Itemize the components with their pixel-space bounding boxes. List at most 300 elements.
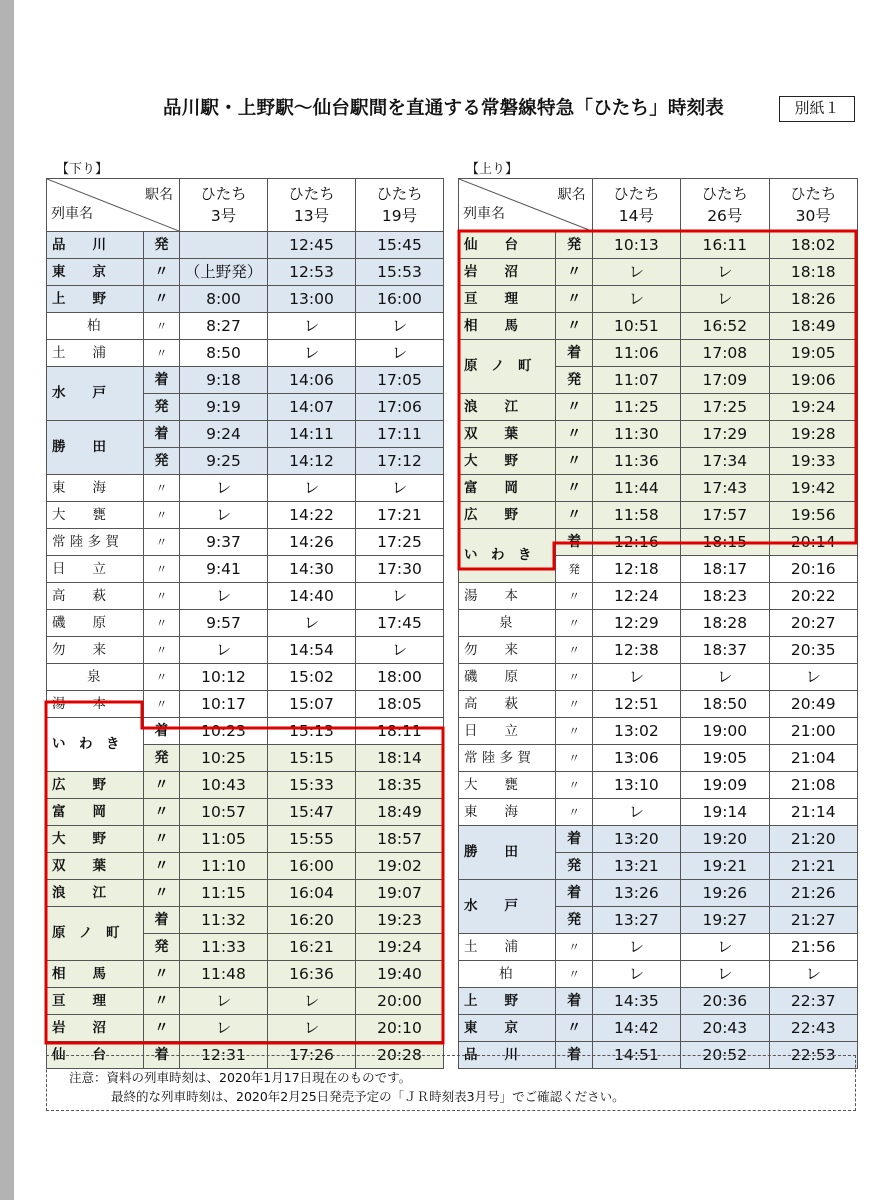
station-name	[47, 475, 144, 502]
station-name	[47, 286, 144, 313]
timetable-row	[47, 718, 444, 745]
time-cell: レ	[681, 961, 769, 988]
station-name-text: 常 陸 多 賀	[464, 749, 531, 766]
time-cell: レ	[681, 934, 769, 961]
time-cell: 18:18	[769, 259, 857, 286]
arrive-depart-mark: 〃	[144, 610, 180, 637]
timetable-row	[459, 1015, 858, 1042]
time-cell: （上野発）	[180, 259, 268, 286]
arrive-depart-mark: 〃	[144, 880, 180, 907]
arrive-depart-mark: 〃	[144, 340, 180, 367]
train-header	[681, 179, 769, 232]
arrive-depart-mark: 〃	[556, 799, 592, 826]
time-cell: 14:22	[268, 502, 356, 529]
timetable-row	[459, 988, 858, 1015]
time-cell: 16:11	[681, 232, 769, 259]
time-cell: 13:26	[592, 880, 680, 907]
timetable-row	[459, 880, 858, 907]
time-cell: 17:34	[681, 448, 769, 475]
station-name-text: 大 野	[464, 452, 518, 469]
page-margin-bar	[0, 0, 14, 1200]
arrive-depart-mark: 〃	[556, 448, 592, 475]
timetable-row	[459, 610, 858, 637]
time-cell: 11:10	[180, 853, 268, 880]
time-cell: 22:53	[769, 1042, 857, 1069]
station-name	[459, 286, 556, 313]
time-cell: 15:45	[356, 232, 444, 259]
train-number: 14号	[618, 207, 654, 225]
timetable-row	[459, 718, 858, 745]
time-cell: 18:00	[356, 664, 444, 691]
time-cell: 13:02	[592, 718, 680, 745]
arrive-depart-mark: 〃	[144, 826, 180, 853]
station-name	[459, 529, 556, 583]
arrive-depart-mark: 着	[556, 1042, 592, 1069]
time-cell: レ	[180, 637, 268, 664]
station-name	[47, 529, 144, 556]
time-cell: 14:54	[268, 637, 356, 664]
station-name	[47, 367, 144, 421]
time-cell: 19:20	[681, 826, 769, 853]
time-cell: 11:36	[592, 448, 680, 475]
time-cell: 15:13	[268, 718, 356, 745]
time-cell: 17:30	[356, 556, 444, 583]
time-cell: 19:56	[769, 502, 857, 529]
station-name	[459, 637, 556, 664]
station-name	[459, 988, 556, 1015]
time-cell: 17:25	[356, 529, 444, 556]
time-cell: 22:43	[769, 1015, 857, 1042]
station-name-text: 東 海	[52, 479, 106, 496]
header-station-label: 駅名	[557, 187, 586, 203]
time-cell: 20:27	[769, 610, 857, 637]
arrive-depart-mark: 〃	[556, 1015, 592, 1042]
arrive-depart-mark: 〃	[556, 583, 592, 610]
train-name: ひたち	[613, 185, 660, 203]
time-cell: 8:50	[180, 340, 268, 367]
time-cell: レ	[356, 313, 444, 340]
page-title: 品川駅・上野駅～仙台駅間を直通する常磐線特急「ひたち」時刻表	[163, 98, 725, 119]
time-cell: レ	[180, 583, 268, 610]
station-name-text: 岩 沼	[52, 1019, 106, 1036]
time-cell: 18:23	[681, 583, 769, 610]
station-name-text: 大 甕	[52, 506, 106, 523]
time-cell: 20:28	[356, 1042, 444, 1069]
arrive-depart-mark: 〃	[144, 799, 180, 826]
time-cell: 15:02	[268, 664, 356, 691]
time-cell: 12:24	[592, 583, 680, 610]
time-cell: レ	[356, 637, 444, 664]
time-cell: レ	[356, 583, 444, 610]
station-name	[459, 421, 556, 448]
timetable-row	[47, 691, 444, 718]
arrive-depart-mark: 〃	[144, 556, 180, 583]
time-cell: レ	[268, 340, 356, 367]
time-cell: 11:44	[592, 475, 680, 502]
time-cell: レ	[268, 988, 356, 1015]
arrive-depart-mark: 着	[556, 340, 592, 367]
arrive-depart-mark: 発	[144, 745, 180, 772]
time-cell: 12:29	[592, 610, 680, 637]
notice-line-1: 注意：資料の列車時刻は、2020年1月17日現在のものです。	[69, 1070, 412, 1085]
time-cell: 14:11	[268, 421, 356, 448]
station-name	[47, 664, 144, 691]
header-train-label: 列車名	[463, 206, 505, 222]
arrive-depart-mark: 発	[556, 853, 592, 880]
time-cell: 10:51	[592, 313, 680, 340]
time-cell: 11:58	[592, 502, 680, 529]
time-cell: 19:27	[681, 907, 769, 934]
annex-label: 別紙１	[779, 96, 855, 122]
arrive-depart-mark: 〃	[556, 475, 592, 502]
time-cell: 17:21	[356, 502, 444, 529]
time-cell: 19:24	[769, 394, 857, 421]
time-cell: 17:09	[681, 367, 769, 394]
station-name-text: 水 戸	[52, 385, 106, 401]
timetable-row	[459, 664, 858, 691]
time-cell: 17:05	[356, 367, 444, 394]
time-cell: 18:11	[356, 718, 444, 745]
station-name-text: 土 浦	[464, 938, 518, 955]
arrive-depart-mark: 着	[144, 1042, 180, 1069]
time-cell: 17:25	[681, 394, 769, 421]
time-cell: 20:49	[769, 691, 857, 718]
up-timetable	[458, 178, 858, 1069]
station-name	[47, 637, 144, 664]
time-cell: レ	[268, 1015, 356, 1042]
time-cell: 18:02	[769, 232, 857, 259]
station-name	[459, 610, 556, 637]
arrive-depart-mark: 〃	[556, 961, 592, 988]
station-name	[47, 718, 144, 772]
timetable-row	[47, 340, 444, 367]
time-cell: 13:20	[592, 826, 680, 853]
arrive-depart-mark: 〃	[556, 745, 592, 772]
time-cell: 17:45	[356, 610, 444, 637]
station-name	[47, 421, 144, 475]
time-cell: レ	[592, 286, 680, 313]
station-name-text: 亘 理	[464, 290, 518, 307]
header-corner-cell	[459, 179, 593, 232]
time-cell: 9:41	[180, 556, 268, 583]
time-cell: 11:32	[180, 907, 268, 934]
timetable-row	[459, 421, 858, 448]
time-cell: 20:36	[681, 988, 769, 1015]
station-name-text: 富 岡	[52, 803, 106, 820]
time-cell: 11:05	[180, 826, 268, 853]
timetable-row	[459, 259, 858, 286]
station-name-text: 柏	[87, 317, 101, 334]
time-cell: レ	[268, 475, 356, 502]
time-cell: 19:28	[769, 421, 857, 448]
arrive-depart-mark: 着	[144, 367, 180, 394]
station-name-text: 土 浦	[52, 344, 106, 361]
time-cell: 14:30	[268, 556, 356, 583]
time-cell: レ	[592, 961, 680, 988]
station-name	[47, 1015, 144, 1042]
time-cell: 17:57	[681, 502, 769, 529]
station-name	[459, 502, 556, 529]
time-cell: レ	[356, 475, 444, 502]
arrive-depart-mark: 〃	[144, 259, 180, 286]
timetable-row	[459, 691, 858, 718]
station-name	[459, 961, 556, 988]
time-cell: 10:25	[180, 745, 268, 772]
timetable-row	[47, 529, 444, 556]
station-name	[459, 259, 556, 286]
time-cell: 14:07	[268, 394, 356, 421]
time-cell: レ	[769, 961, 857, 988]
time-cell: 9:37	[180, 529, 268, 556]
time-cell: 16:20	[268, 907, 356, 934]
time-cell: 18:50	[681, 691, 769, 718]
arrive-depart-mark: 〃	[144, 475, 180, 502]
time-cell: 18:35	[356, 772, 444, 799]
arrive-depart-mark: 〃	[144, 1015, 180, 1042]
station-name-text: 東 海	[464, 803, 518, 820]
station-name-text: 岩 沼	[464, 263, 518, 280]
time-cell: 15:55	[268, 826, 356, 853]
time-cell: 15:07	[268, 691, 356, 718]
station-name	[459, 772, 556, 799]
time-cell: 16:52	[681, 313, 769, 340]
timetable-row	[459, 313, 858, 340]
station-name	[459, 745, 556, 772]
timetable-row	[459, 448, 858, 475]
timetable-row	[459, 637, 858, 664]
arrive-depart-mark: 〃	[556, 421, 592, 448]
time-cell: 15:33	[268, 772, 356, 799]
train-name: ひたち	[790, 185, 837, 203]
station-name-text: 高 萩	[52, 587, 106, 604]
arrive-depart-mark: 〃	[144, 961, 180, 988]
arrive-depart-mark: 着	[144, 907, 180, 934]
time-cell: 17:12	[356, 448, 444, 475]
time-cell: 15:15	[268, 745, 356, 772]
time-cell: 16:21	[268, 934, 356, 961]
time-cell: 22:37	[769, 988, 857, 1015]
station-name	[459, 799, 556, 826]
time-cell: 21:04	[769, 745, 857, 772]
station-name-text: 水 戸	[464, 898, 518, 914]
station-name-text: 大 甕	[464, 776, 518, 793]
time-cell: 9:24	[180, 421, 268, 448]
train-number: 13号	[293, 207, 330, 225]
station-name	[47, 799, 144, 826]
arrive-depart-mark: 着	[556, 988, 592, 1015]
station-name-text: 日 立	[464, 722, 518, 739]
timetable-row	[47, 907, 444, 934]
arrive-depart-mark: 発	[144, 934, 180, 961]
station-name-text: 相 馬	[52, 965, 106, 982]
arrive-depart-mark: 〃	[144, 529, 180, 556]
arrive-depart-mark: 着	[556, 529, 592, 556]
station-name	[459, 1015, 556, 1042]
timetable-row	[47, 826, 444, 853]
time-cell: 11:25	[592, 394, 680, 421]
station-name	[459, 340, 556, 394]
time-cell: 12:45	[268, 232, 356, 259]
timetable-row	[459, 286, 858, 313]
station-name-text: 品 川	[52, 236, 106, 253]
time-cell: 13:21	[592, 853, 680, 880]
time-cell: レ	[180, 502, 268, 529]
time-cell: 11:06	[592, 340, 680, 367]
timetable-row	[459, 232, 858, 259]
arrive-depart-mark: 〃	[144, 772, 180, 799]
time-cell: 14:26	[268, 529, 356, 556]
station-name	[459, 448, 556, 475]
timetable-row	[459, 502, 858, 529]
timetable-row	[47, 1015, 444, 1042]
station-name-text: 仙 台	[52, 1046, 106, 1063]
station-name	[47, 556, 144, 583]
time-cell: 15:47	[268, 799, 356, 826]
time-cell: 14:42	[592, 1015, 680, 1042]
arrive-depart-mark: 〃	[144, 988, 180, 1015]
station-name	[459, 934, 556, 961]
arrive-depart-mark: 発	[556, 232, 592, 259]
arrive-depart-mark: 〃	[144, 583, 180, 610]
time-cell: 13:27	[592, 907, 680, 934]
time-cell: 13:06	[592, 745, 680, 772]
time-cell: 17:08	[681, 340, 769, 367]
time-cell: 14:35	[592, 988, 680, 1015]
station-name-text: 浪 江	[52, 884, 106, 901]
station-name-text: 東 京	[52, 263, 106, 280]
time-cell: レ	[681, 286, 769, 313]
timetable-row	[47, 556, 444, 583]
station-name-text: 高 萩	[464, 695, 518, 712]
station-name	[47, 691, 144, 718]
time-cell: 19:21	[681, 853, 769, 880]
station-name	[47, 853, 144, 880]
timetable-row	[47, 475, 444, 502]
time-cell: 21:20	[769, 826, 857, 853]
time-cell: 17:29	[681, 421, 769, 448]
station-name-text: 亘 理	[52, 992, 106, 1009]
time-cell: 20:14	[769, 529, 857, 556]
timetable-row	[47, 421, 444, 448]
time-cell: 12:31	[180, 1042, 268, 1069]
station-name-text: 相 馬	[464, 317, 518, 334]
arrive-depart-mark: 発	[556, 367, 592, 394]
timetable-row	[459, 961, 858, 988]
time-cell: 20:00	[356, 988, 444, 1015]
time-cell: 19:24	[356, 934, 444, 961]
arrive-depart-mark: 〃	[556, 772, 592, 799]
train-header	[769, 179, 857, 232]
station-name-text: い わ き	[52, 736, 120, 752]
time-cell	[180, 232, 268, 259]
train-header	[268, 179, 356, 232]
station-name	[459, 313, 556, 340]
down-timetable	[46, 178, 444, 1069]
time-cell: 9:57	[180, 610, 268, 637]
time-cell: 18:05	[356, 691, 444, 718]
time-cell: レ	[268, 610, 356, 637]
timetable-row	[47, 772, 444, 799]
time-cell: 21:56	[769, 934, 857, 961]
time-cell: 18:37	[681, 637, 769, 664]
train-header	[356, 179, 444, 232]
time-cell: 9:18	[180, 367, 268, 394]
time-cell: 18:26	[769, 286, 857, 313]
station-name-text: 東 京	[464, 1019, 518, 1036]
time-cell: レ	[180, 988, 268, 1015]
timetable-row	[47, 610, 444, 637]
time-cell: 20:16	[769, 556, 857, 583]
time-cell: 18:49	[356, 799, 444, 826]
time-cell: 10:23	[180, 718, 268, 745]
station-name-text: 浪 江	[464, 398, 518, 415]
arrive-depart-mark: 〃	[556, 691, 592, 718]
station-name	[47, 826, 144, 853]
time-cell: 19:00	[681, 718, 769, 745]
arrive-depart-mark: 着	[556, 826, 592, 853]
station-name	[47, 340, 144, 367]
arrive-depart-mark: 発	[144, 448, 180, 475]
time-cell: 21:08	[769, 772, 857, 799]
timetable-row	[459, 799, 858, 826]
time-cell: 21:14	[769, 799, 857, 826]
station-name	[47, 907, 144, 961]
time-cell: レ	[592, 934, 680, 961]
time-cell: 12:16	[592, 529, 680, 556]
time-cell: 19:42	[769, 475, 857, 502]
time-cell: 12:51	[592, 691, 680, 718]
time-cell: 20:10	[356, 1015, 444, 1042]
time-cell: レ	[592, 664, 680, 691]
arrive-depart-mark: 〃	[144, 502, 180, 529]
time-cell: 11:07	[592, 367, 680, 394]
station-name	[459, 394, 556, 421]
time-cell: 10:17	[180, 691, 268, 718]
train-number: 26号	[707, 207, 743, 225]
timetable-row	[47, 664, 444, 691]
station-name	[47, 772, 144, 799]
timetable-row	[47, 880, 444, 907]
time-cell: 13:10	[592, 772, 680, 799]
timetable-row	[47, 502, 444, 529]
time-cell: 19:06	[769, 367, 857, 394]
train-header	[180, 179, 268, 232]
time-cell: 11:48	[180, 961, 268, 988]
time-cell: レ	[769, 664, 857, 691]
time-cell: レ	[268, 313, 356, 340]
time-cell: 11:30	[592, 421, 680, 448]
time-cell: レ	[681, 259, 769, 286]
time-cell: レ	[180, 1015, 268, 1042]
station-name	[459, 583, 556, 610]
station-name-text: 泉	[87, 668, 101, 685]
time-cell: レ	[356, 340, 444, 367]
arrive-depart-mark: 〃	[144, 664, 180, 691]
time-cell: 20:52	[681, 1042, 769, 1069]
time-cell: 20:35	[769, 637, 857, 664]
station-name	[459, 718, 556, 745]
station-name	[47, 961, 144, 988]
train-name: ひたち	[200, 185, 247, 203]
time-cell: レ	[592, 259, 680, 286]
time-cell: 18:28	[681, 610, 769, 637]
time-cell: 16:04	[268, 880, 356, 907]
time-cell: 21:00	[769, 718, 857, 745]
station-name	[459, 691, 556, 718]
time-cell: 18:49	[769, 313, 857, 340]
time-cell: 19:05	[769, 340, 857, 367]
header-train-label: 列車名	[51, 206, 93, 222]
